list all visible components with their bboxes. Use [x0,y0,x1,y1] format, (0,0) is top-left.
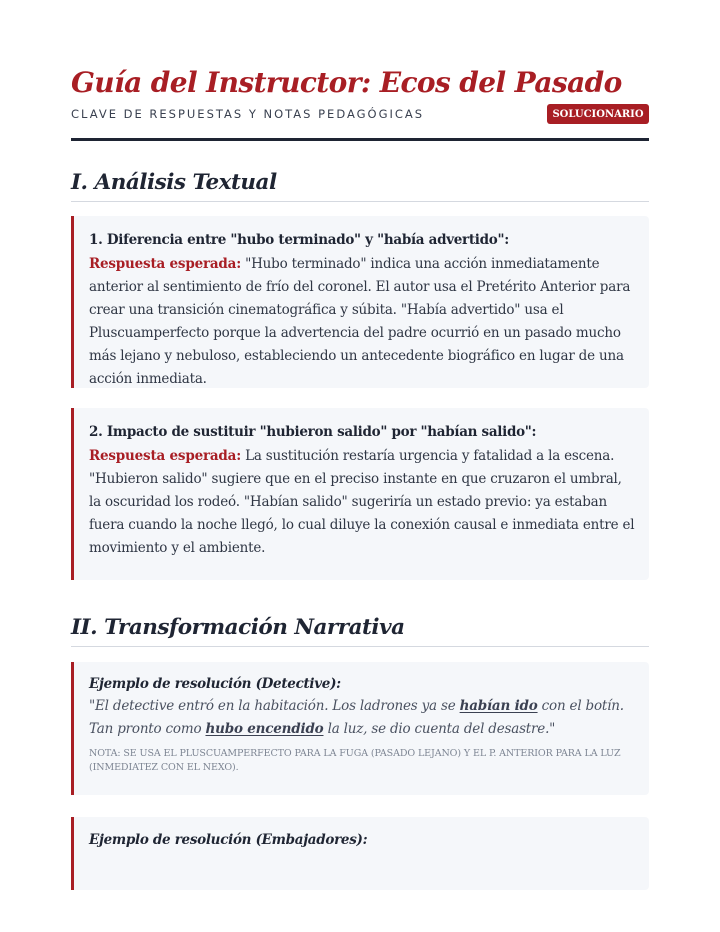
example-title: Ejemplo de resolución (Embajadores): [89,832,368,848]
section-divider [71,201,649,202]
answer-body: "Hubo terminado" indica una acción inmediatamente anterior al sentimiento de frío del coronel. El autor usa el Pretérito Anterior para crear una transición cinematográfica y súbita. "Había advertido" usa el Pluscuamperfecto porque la advertencia del padre ocurrió en un pasado mucho más lejano y nebuloso, estableciendo un antecedente biográfico en lugar de una acción inmediata. [89,256,631,387]
example-card-embajadores [71,817,649,890]
question-card-1 [71,216,649,388]
answer-label: Respuesta esperada: [89,448,241,464]
example-card-detective [71,662,649,795]
highlighted-verb: hubo encendido [205,721,324,737]
example-note: NOTA: SE USA EL PLUSCUAMPERFECTO PARA LA FUGA (PASADO LEJANO) Y EL P. ANTERIOR PARA LA LUZ (INMEDIATEZ CON EL NEXO). [89,748,621,773]
highlighted-verb: habían ido [459,698,538,714]
section-heading-analisis: I. Análisis Textual [71,170,277,195]
status-badge: SOLUCIONARIO [547,104,649,124]
quote-text: la luz, se dio cuenta del desastre." [323,721,556,737]
section-divider [71,646,649,647]
answer-text [89,445,635,560]
quote-text: "El detective entró en la habitación. Los ladrones ya se [89,698,460,714]
header-divider [71,138,649,141]
example-title: Ejemplo de resolución (Detective): [89,676,341,692]
page-title: Guía del Instructor: Ecos del Pasado [71,66,622,99]
answer-label: Respuesta esperada: [89,256,241,272]
answer-text [89,253,635,391]
question-title: 2. Impacto de sustituir "hubieron salido" por "habían salido": [89,424,537,440]
question-title: 1. Diferencia entre "hubo terminado" y "había advertido": [89,232,509,248]
quote-text: con el botín. Tan pronto como [89,698,624,737]
example-quote [89,695,635,741]
page-subtitle: CLAVE DE RESPUESTAS Y NOTAS PEDAGÓGICAS [71,107,425,121]
question-card-2 [71,408,649,580]
section-heading-transformacion: II. Transformación Narrativa [71,615,405,640]
answer-body: La sustitución restaría urgencia y fatalidad a la escena. "Hubieron salido" sugiere que en el preciso instante en que cruzaron el umbral, la oscuridad los rodeó. "Habían salido" sugeriría un estado previo: ya estaban fuera cuando la noche llegó, lo cual diluye la conexión causal e inmediata entre el movimiento y el ambiente. [89,448,635,556]
